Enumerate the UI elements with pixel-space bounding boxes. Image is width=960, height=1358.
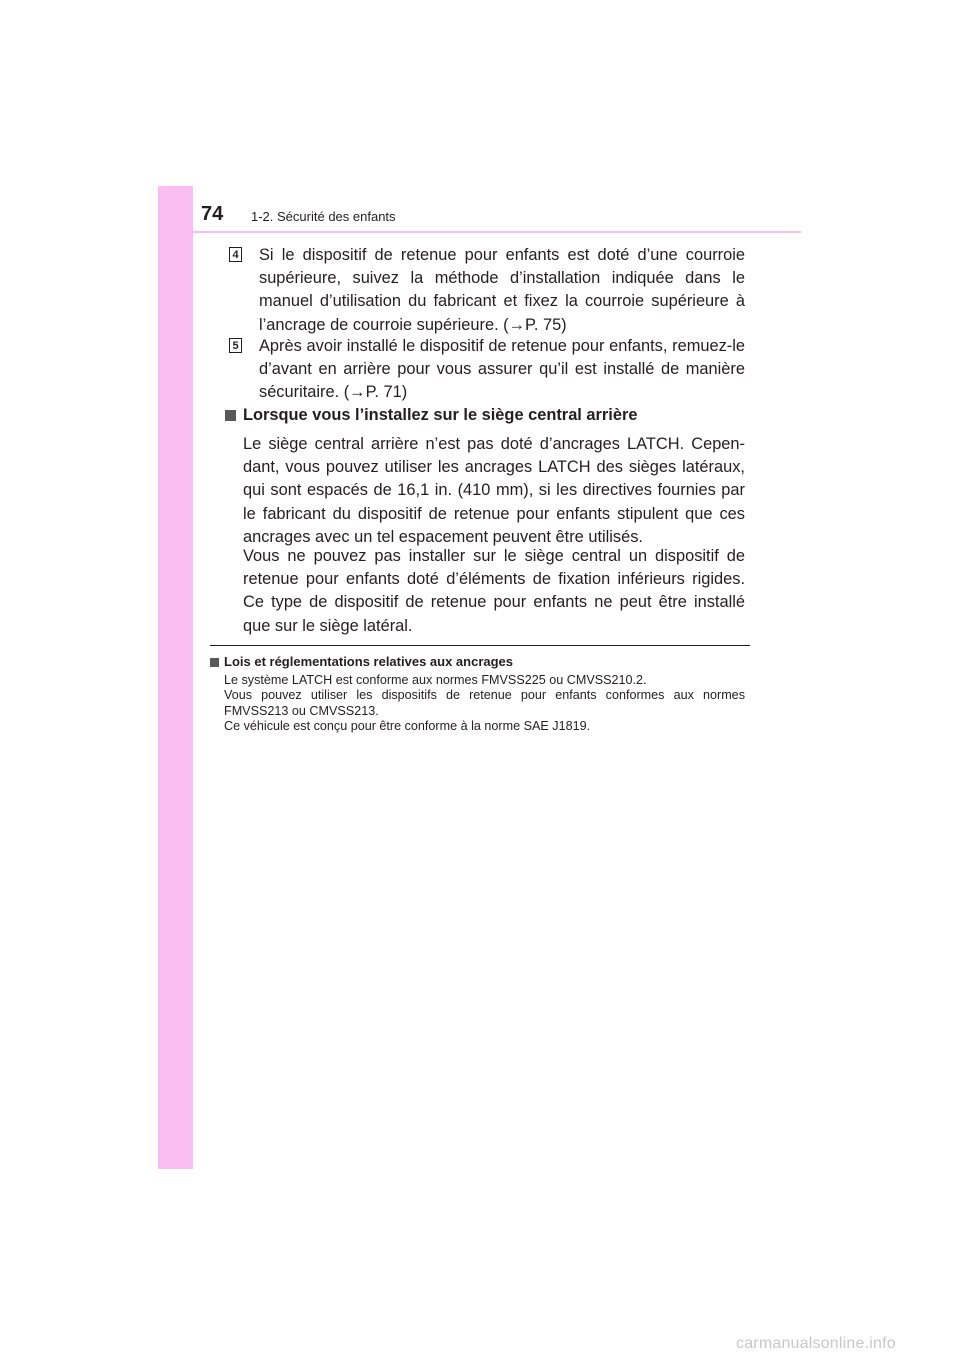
step-text: Si le dispositif de retenue pour enfants est doté d’une courroie supérieure, suivez la méthode d’installation indiquée dans le manuel d’utilisation du fabricant et fixez la courroie supérieure à l’ancrage de courroie supérieure. (→P. 75) [259,246,745,334]
chapter-tab-band [158,186,193,1169]
center-seat-heading [225,404,637,427]
note-body [224,673,745,734]
watermark: carmanualsonline.info [736,1335,896,1352]
note-heading-text: Lois et réglementations relatives aux ancrages [224,654,514,669]
center-seat-paragraph-1: Le siège central arrière n’est pas doté d’ancrages LATCH. Cepen-dant, vous pouvez utiliser les ancrages LATCH des sièges latéraux, qui sont espacés de 16,1 in. (410 mm), si les directives fournies par le fabricant du dispositif de retenue pour enfants stipulent que ces ancrages avec un tel espacement peuvent être utilisés. [243,435,745,546]
step-number-badge: 4 [229,247,242,262]
step-5 [229,335,745,405]
square-bullet-icon [225,410,236,421]
square-bullet-icon [210,658,219,667]
center-seat-paragraph-2: Vous ne pouvez pas installer sur le siège central un dispositif de retenue pour enfants doté d’éléments de fixation inférieurs rigides. Ce type de dispositif de retenue pour enfants ne peut être installé que sur le siège latéral. [243,547,745,635]
page-number: 74 [201,203,224,225]
section-title: 1-2. Sécurité des enfants [251,209,396,224]
step-number-badge: 5 [229,338,242,353]
step-text: Après avoir installé le dispositif de retenue pour enfants, remuez-le d’avant en arrière pour vous assurer qu’il est installé de manière sécuritaire. (→P. 71) [259,337,745,402]
note-line: Vous pouvez utiliser les dispositifs de retenue pour enfants conformes aux normes FMVSS213 ou CMVSS213. [224,688,745,718]
header-rule [193,231,801,233]
center-seat-heading-text: Lorsque vous l’installez sur le siège central arrière [243,406,638,424]
note-line: Le système LATCH est conforme aux normes FMVSS225 ou CMVSS210.2. [224,673,647,687]
note-line: Ce véhicule est conçu pour être conforme à la norme SAE J1819. [224,718,591,733]
note-heading [210,654,513,670]
note-divider [210,645,750,646]
step-4 [229,244,745,337]
